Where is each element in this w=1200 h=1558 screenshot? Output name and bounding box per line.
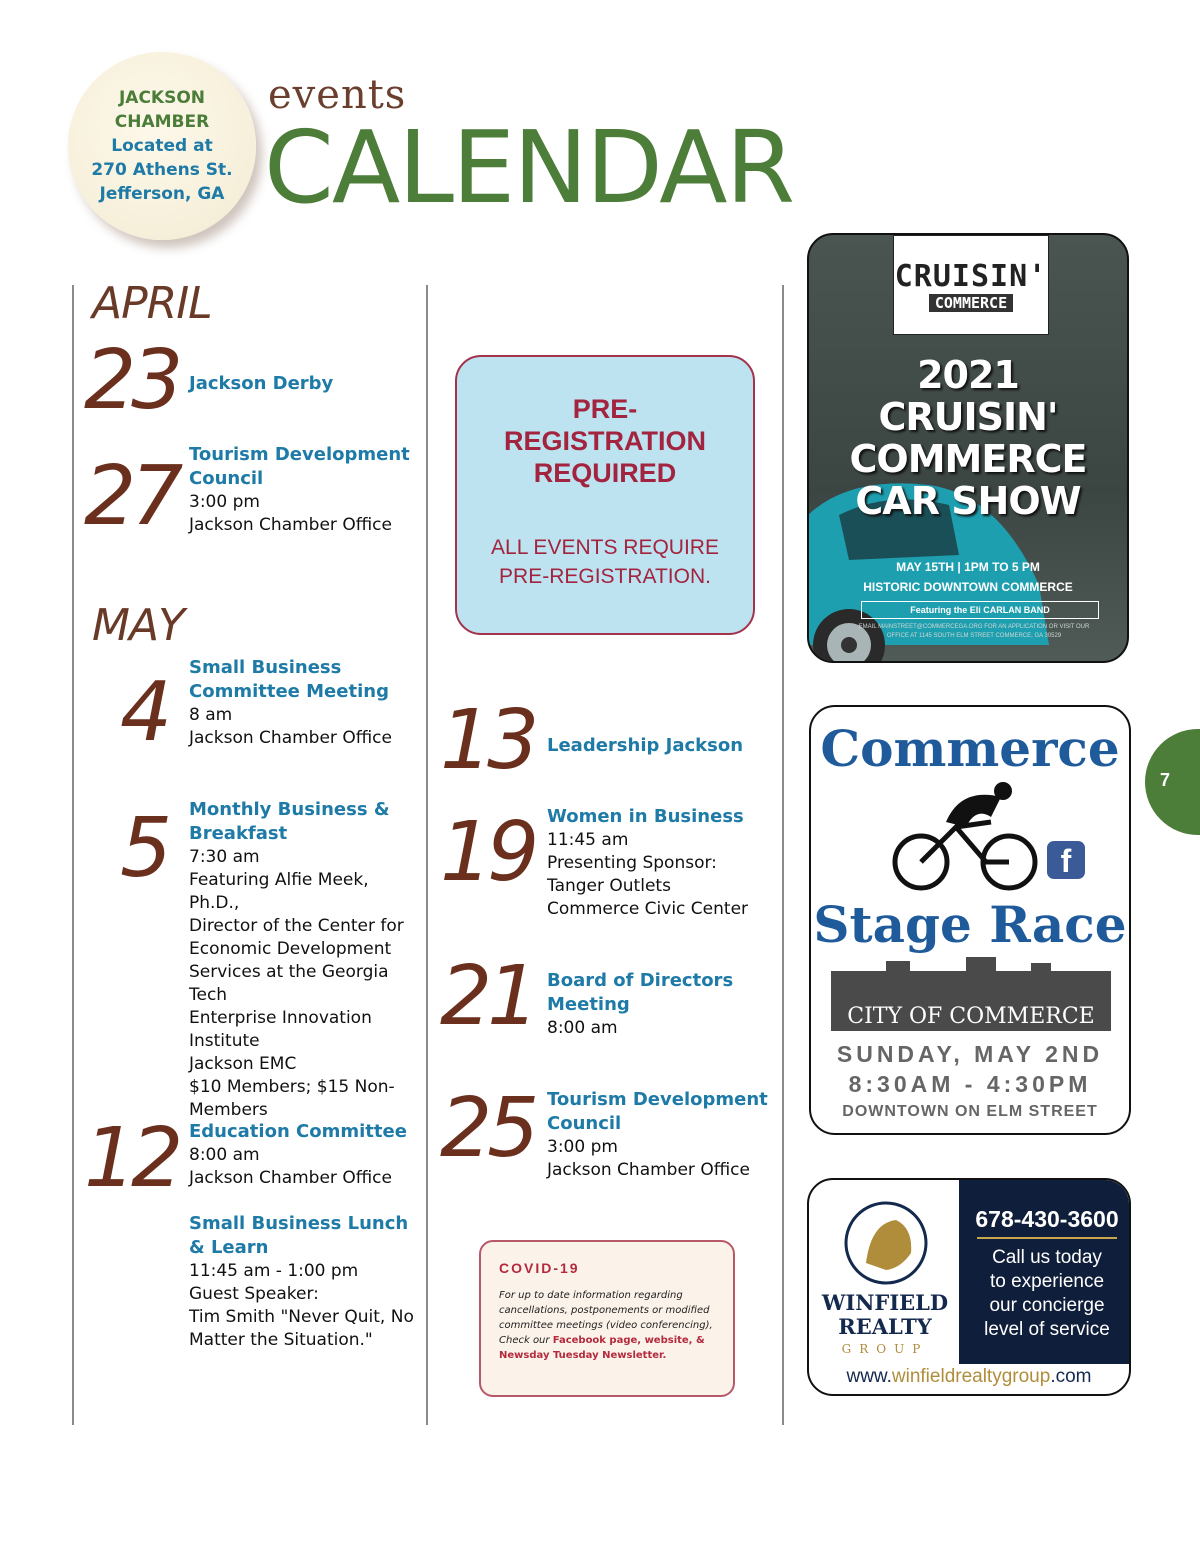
stage-race-title: Stage Race <box>813 895 1127 954</box>
day-number: 27 <box>84 449 179 544</box>
events-heading: events <box>268 72 407 118</box>
badge-line-2: CHAMBER <box>114 112 210 132</box>
divider <box>977 1237 1117 1239</box>
event-title: Jackson Derby <box>189 373 334 394</box>
page-number: 7 <box>1160 770 1171 790</box>
city-of-commerce: CITY OF COMMERCE <box>831 1003 1111 1031</box>
event-detail: Jackson Chamber Office <box>189 1168 392 1188</box>
event-small-business-committee <box>189 656 414 750</box>
event-title: Women in Business <box>547 806 744 827</box>
call-line: level of service <box>984 1319 1110 1340</box>
call-line: our concierge <box>989 1295 1105 1316</box>
car-show-ad[interactable] <box>807 233 1129 663</box>
event-detail: Director of the Center for <box>189 916 404 936</box>
car-show-location: HISTORIC DOWNTOWN COMMERCE <box>863 580 1073 594</box>
city-skyline-icon <box>831 957 1111 1005</box>
event-tourism-council-may <box>547 1088 779 1182</box>
event-title: Tourism Development Council <box>547 1089 768 1134</box>
winfield-name: WINFIELD <box>821 1290 949 1315</box>
realty-name: REALTY <box>838 1314 932 1339</box>
race-location: DOWNTOWN ON ELM STREET <box>842 1103 1098 1120</box>
day-number: 12 <box>84 1111 179 1206</box>
lion-logo-icon <box>841 1198 931 1288</box>
day-number: 23 <box>84 333 179 428</box>
event-title: Education Committee <box>189 1121 407 1142</box>
event-title: Tourism Development Council <box>189 444 410 489</box>
cyclist-icon <box>891 777 1041 897</box>
car-show-featuring: Featuring the Eli CARLAN BAND <box>861 601 1099 619</box>
event-title: Monthly Business & Breakfast <box>189 799 390 844</box>
logo-bottom: COMMERCE <box>929 294 1013 312</box>
event-title: Small Business Lunch & Learn <box>189 1213 409 1258</box>
event-detail: Tim Smith "Never Quit, No <box>189 1307 414 1327</box>
prereg-sub-2: PRE-REGISTRATION. <box>499 565 711 588</box>
event-detail: Enterprise Innovation <box>189 1008 372 1028</box>
event-detail: Jackson Chamber Office <box>547 1160 750 1180</box>
race-time: 8:30AM - 4:30PM <box>848 1071 1092 1097</box>
covid-links[interactable]: Facebook page, website, & Newsday Tuesday Newsletter. <box>499 1335 705 1361</box>
car-show-line-1: 2021 <box>917 353 1019 397</box>
event-detail: 11:45 am <box>547 830 629 850</box>
event-detail: 8:00 am <box>189 1145 260 1165</box>
event-detail: Economic Development <box>189 939 392 959</box>
covid-body: For up to date information regarding cancellations, postponements or modified committee meetings (video conferencing), Check our <box>499 1290 713 1346</box>
race-date: SUNDAY, MAY 2ND <box>836 1041 1104 1067</box>
car-show-date: MAY 15TH | 1PM TO 5 PM <box>896 560 1040 574</box>
event-detail: Jackson Chamber Office <box>189 728 392 748</box>
covid-notice <box>479 1240 735 1397</box>
event-education-committee <box>189 1120 421 1190</box>
event-detail: 8 am <box>189 705 233 725</box>
column-divider-left <box>72 285 74 1425</box>
day-number: 21 <box>440 949 535 1044</box>
column-divider-middle <box>426 285 428 1425</box>
month-may: MAY <box>92 600 184 651</box>
logo-top: CRUISIN' <box>894 258 1048 294</box>
car-show-line-4: CAR SHOW <box>855 479 1081 523</box>
event-detail: 11:45 am - 1:00 pm <box>189 1261 359 1281</box>
url-suffix: .com <box>1050 1366 1092 1387</box>
car-show-line-2: CRUISIN' <box>878 395 1058 439</box>
event-detail: $10 Members; $15 Non- <box>189 1077 395 1097</box>
facebook-icon[interactable]: f <box>1047 841 1085 879</box>
url-domain: winfieldrealtygroup <box>891 1366 1051 1387</box>
call-text <box>964 1246 1130 1342</box>
badge-line-4: 270 Athens St. <box>91 160 233 180</box>
event-detail: Jackson EMC <box>189 1054 297 1074</box>
event-detail: Members <box>189 1100 268 1120</box>
covid-heading: COVID-19 <box>499 1260 580 1276</box>
winfield-realty-ad[interactable] <box>807 1178 1131 1396</box>
event-detail: 8:00 am <box>547 1018 618 1038</box>
badge-line-5: Jefferson, GA <box>99 184 225 204</box>
phone-number[interactable]: 678-430-3600 <box>975 1206 1119 1232</box>
preregistration-notice <box>455 355 755 635</box>
cruisin-logo <box>893 235 1049 335</box>
event-detail: Commerce Civic Center <box>547 899 749 919</box>
month-april: APRIL <box>92 278 212 329</box>
call-line: Call us today <box>992 1247 1102 1268</box>
day-number: 5 <box>120 801 168 896</box>
event-detail: 7:30 am <box>189 847 260 867</box>
prereg-heading-2: REGISTRATION <box>504 426 706 456</box>
badge-line-1: JACKSON <box>118 88 206 108</box>
event-detail: Featuring Alfie Meek, Ph.D., <box>189 870 369 913</box>
badge-line-3: Located at <box>111 136 213 156</box>
column-divider-right <box>782 285 784 1425</box>
event-title: Board of Directors Meeting <box>547 970 734 1015</box>
day-number: 19 <box>440 805 535 900</box>
group-name: GROUP <box>841 1342 929 1356</box>
event-detail: Services at the Georgia Tech <box>189 962 389 1005</box>
event-detail: Guest Speaker: <box>189 1284 319 1304</box>
stage-race-commerce: Commerce <box>820 719 1120 778</box>
call-line: to experience <box>989 1271 1105 1292</box>
car-show-line-3: COMMERCE <box>849 437 1087 481</box>
website-link[interactable] <box>809 1366 1129 1388</box>
prereg-heading-3: REQUIRED <box>533 458 677 488</box>
calendar-heading: CALENDAR <box>264 109 794 226</box>
url-prefix: www. <box>846 1366 892 1387</box>
event-detail: Jackson Chamber Office <box>189 515 392 535</box>
location-badge <box>68 52 256 240</box>
event-detail: Presenting Sponsor: <box>547 853 717 873</box>
event-monthly-breakfast <box>189 798 421 1122</box>
event-leadership-jackson <box>547 734 743 758</box>
event-detail: 3:00 pm <box>189 492 260 512</box>
stage-race-ad[interactable] <box>809 705 1131 1135</box>
prereg-heading-1: PRE- <box>572 394 638 424</box>
event-detail: Matter the Situation." <box>189 1330 373 1350</box>
event-jackson-derby <box>189 372 333 396</box>
page-tab <box>1145 729 1200 835</box>
prereg-sub-1: ALL EVENTS REQUIRE <box>491 536 719 559</box>
event-detail: 3:00 pm <box>547 1137 618 1157</box>
day-number: 25 <box>440 1081 535 1176</box>
event-detail: Institute <box>189 1031 260 1051</box>
event-title: Small Business Committee Meeting <box>189 657 389 702</box>
day-number: 4 <box>120 665 168 760</box>
event-women-in-business <box>547 805 772 921</box>
event-detail: Tanger Outlets <box>547 876 671 896</box>
event-lunch-learn <box>189 1212 421 1352</box>
event-title: Leadership Jackson <box>547 735 744 756</box>
day-number: 13 <box>440 693 535 788</box>
covid-text <box>499 1288 717 1363</box>
event-tourism-council-april <box>189 443 414 537</box>
event-board-meeting <box>547 969 772 1040</box>
car-show-contact: EMAIL MAINSTREET@COMMERCEGA.ORG FOR AN APPLICATION OR VISIT OUR OFFICE AT 1145 SOUTH ELM STREET COMMERCE, GA 30529 <box>858 624 1090 639</box>
